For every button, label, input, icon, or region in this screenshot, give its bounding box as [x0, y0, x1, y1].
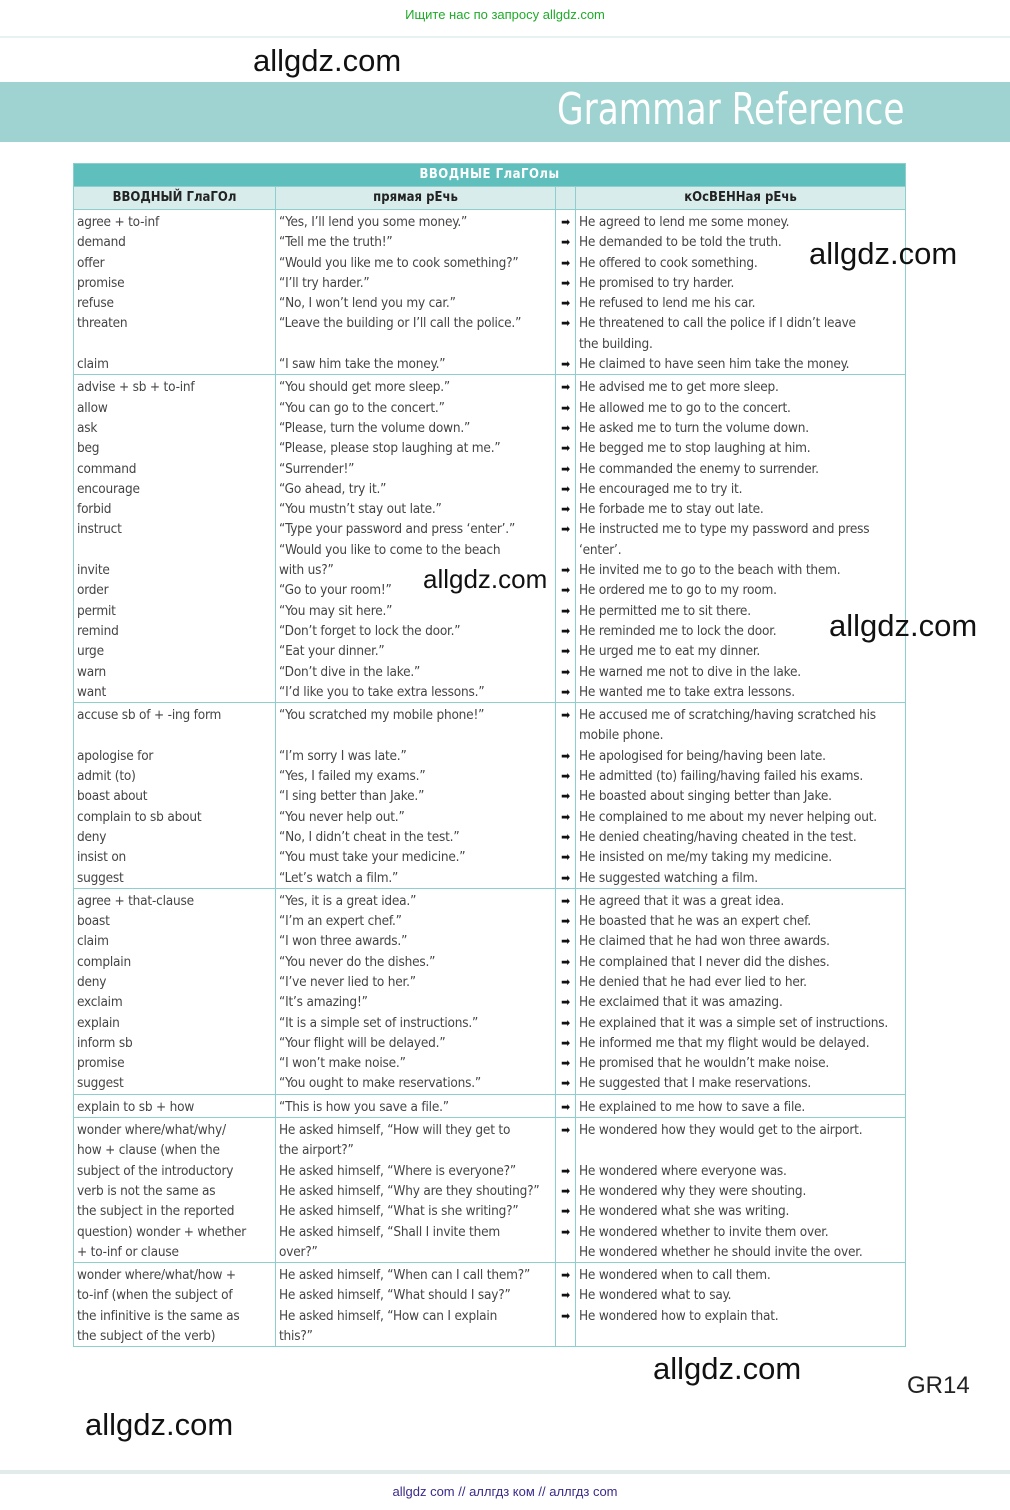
reported-speech-line: He allowed me to go to the concert. [579, 399, 791, 416]
arrow-cell [556, 888, 576, 1094]
direct-speech-line: with us?” [279, 562, 334, 579]
reported-speech-line: He wondered what she was writing. [579, 1203, 790, 1220]
reported-speech-line: He agreed that it was a great idea. [579, 892, 784, 909]
reported-speech-line: He promised to try harder. [579, 274, 735, 291]
reported-speech-cell [576, 1094, 906, 1117]
direct-speech-line: over?” [279, 1243, 318, 1260]
verb-line: claim [77, 933, 109, 950]
arrow-icon: ➡ [561, 275, 570, 290]
arrow-icon: ➡ [561, 708, 570, 723]
direct-speech-line: “No, I won’t lend you my car.” [279, 295, 456, 312]
arrow-icon: ➡ [561, 870, 570, 885]
table-title: ВВОДНЫЕ ГлаГОлы [74, 164, 906, 187]
direct-speech-line: He asked himself, “Shall I invite them [279, 1223, 500, 1240]
arrow-icon: ➡ [561, 420, 570, 435]
arrow-icon: ➡ [561, 644, 570, 659]
table-row [74, 888, 906, 1094]
reported-speech-line: He advised me to get more sleep. [579, 379, 779, 396]
arrow-spacer [559, 334, 572, 354]
direct-speech-line: “It is a simple set of instructions.” [279, 1014, 479, 1031]
arrow-icon: ➡ [561, 934, 570, 949]
reported-speech-line: He claimed to have seen him take the money. [579, 356, 850, 373]
verb-line: complain [77, 953, 131, 970]
direct-speech-line: “Yes, I’ll lend you some money.” [279, 214, 468, 230]
reported-speech-line: He demanded to be told the truth. [579, 234, 782, 251]
direct-speech-line: He asked himself, “What is she writing?” [279, 1203, 519, 1220]
arrow-spacer [559, 725, 572, 745]
verb-cell [74, 1094, 276, 1117]
direct-speech-line: “I saw him take the money.” [279, 356, 446, 373]
verb-cell [74, 1263, 276, 1347]
arrow-icon: ➡ [561, 603, 570, 618]
verb-line: + to-inf or clause [77, 1243, 179, 1260]
reported-speech-line: He urged me to eat my dinner. [579, 643, 761, 660]
direct-speech-line: He asked himself, “How will they get to [279, 1122, 511, 1139]
direct-speech-line: “Please, please stop laughing at me.” [279, 440, 501, 457]
reported-speech-line: He apologised for being/having been late. [579, 747, 826, 764]
verb-line: urge [77, 643, 104, 660]
direct-speech-line: “I’m an expert chef.” [279, 913, 402, 930]
reported-speech-line: He wondered how to explain that. [579, 1307, 779, 1324]
direct-speech-line: the airport?” [279, 1142, 354, 1159]
arrow-icon: ➡ [561, 400, 570, 415]
verb-line: promise [77, 1055, 125, 1072]
reported-speech-line: He asked me to turn the volume down. [579, 419, 809, 436]
reported-speech-line: He threatened to call the police if I didn’t leave [579, 315, 856, 332]
verb-line: insist on [77, 849, 127, 866]
arrow-icon: ➡ [561, 235, 570, 250]
verb-line: deny [77, 828, 107, 845]
direct-speech-line: “Go to your room!” [279, 582, 392, 599]
reported-speech-line: He suggested watching a film. [579, 869, 758, 886]
reported-speech-line: He reminded me to lock the door. [579, 622, 777, 639]
watermark-5: allgdz.com [653, 1351, 802, 1386]
arrow-icon: ➡ [561, 215, 570, 229]
verb-line: exclaim [77, 994, 123, 1011]
verb-line: command [77, 460, 137, 477]
arrow-icon: ➡ [561, 502, 570, 517]
direct-speech-line: “Your flight will be delayed.” [279, 1034, 446, 1051]
watermark-3: allgdz.com [423, 564, 548, 594]
arrow-cell [556, 375, 576, 703]
page-code: GR14 [907, 1372, 970, 1399]
table-row [74, 210, 906, 375]
arrow-icon: ➡ [561, 1123, 570, 1138]
watermark-1: allgdz.com [253, 43, 402, 78]
verb-line: ask [77, 419, 98, 436]
arrow-icon: ➡ [561, 748, 570, 763]
verb-line: admit (to) [77, 768, 136, 785]
reported-speech-cell [576, 1263, 906, 1347]
arrow-icon: ➡ [561, 255, 570, 270]
direct-speech-line: “You scratched my mobile phone!” [279, 707, 485, 724]
reported-speech-line: He instructed me to type my password and press [579, 521, 870, 538]
reported-speech-line: the building. [579, 335, 653, 352]
column-header-direct: прямая рЕчь [276, 187, 556, 210]
arrow-icon: ➡ [561, 1163, 570, 1178]
reported-speech-line: He insisted on me/my taking my medicine. [579, 849, 832, 866]
arrow-icon: ➡ [561, 316, 570, 331]
verb-line: wonder where/what/how + [77, 1267, 236, 1284]
verb-line: beg [77, 440, 100, 457]
direct-speech-line [279, 725, 552, 745]
arrow-icon: ➡ [561, 684, 570, 699]
direct-speech-line: “Yes, I failed my exams.” [279, 768, 426, 785]
verb-line [77, 725, 272, 745]
reported-speech-cell [576, 1118, 906, 1263]
reported-speech-line: He claimed that he had won three awards. [579, 933, 830, 950]
verb-line: the subject of the verb) [77, 1328, 216, 1345]
reported-speech-line [579, 1140, 902, 1160]
verb-line: forbid [77, 501, 112, 518]
reported-speech-line: He accused me of scratching/having scratched his [579, 707, 876, 724]
direct-speech-cell [276, 1118, 556, 1263]
page-title: Grammar Reference [556, 84, 904, 135]
direct-speech-line: “Don’t dive in the lake.” [279, 663, 421, 680]
direct-speech-line: “You may sit here.” [279, 602, 393, 619]
verb-line: complain to sb about [77, 808, 202, 825]
verb-line: advise + sb + to-inf [77, 379, 195, 396]
verb-line: allow [77, 399, 108, 416]
reported-speech-cell [576, 210, 906, 375]
direct-speech-line: He asked himself, “What should I say?” [279, 1287, 511, 1304]
verb-line: the subject in the reported [77, 1203, 235, 1220]
watermark-4: allgdz.com [829, 608, 978, 643]
verb-line: agree + that-clause [77, 892, 194, 909]
arrow-icon: ➡ [561, 1288, 570, 1303]
direct-speech-line: “No, I didn’t cheat in the test.” [279, 828, 460, 845]
table-row [74, 375, 906, 703]
arrow-icon: ➡ [561, 1204, 570, 1219]
reported-speech-line: He forbade me to stay out late. [579, 501, 764, 518]
verb-line: apologise for [77, 747, 154, 764]
reported-speech-line: He suggested that I make reservations. [579, 1075, 812, 1092]
direct-speech-line: “Yes, it is a great idea.” [279, 892, 417, 909]
verb-line: inform sb [77, 1034, 133, 1051]
direct-speech-line: “Eat your dinner.” [279, 643, 385, 660]
verb-line: demand [77, 234, 126, 251]
top-search-note: Ищите нас по запросу allgdz.com [405, 7, 605, 22]
verb-line: explain to sb + how [77, 1098, 195, 1115]
verb-line: subject of the introductory [77, 1162, 234, 1179]
reported-speech-line: He commanded the enemy to surrender. [579, 460, 819, 477]
header-band [0, 82, 1010, 142]
reported-speech-line: He boasted about singing better than Jake. [579, 788, 832, 805]
table-row [74, 703, 906, 889]
reported-speech-line: He denied cheating/having cheated in the test. [579, 828, 857, 845]
verb-line: threaten [77, 315, 128, 332]
arrow-cell [556, 1094, 576, 1117]
arrow-icon: ➡ [561, 1035, 570, 1050]
bottom-divider [0, 1470, 1010, 1474]
arrow-cell [556, 210, 576, 375]
verb-line: instruct [77, 521, 122, 538]
reported-speech-line: He complained to me about my never helping out. [579, 808, 877, 825]
arrow-spacer [559, 540, 572, 560]
reported-speech-line: He encouraged me to try it. [579, 480, 743, 497]
watermark-2: allgdz.com [809, 236, 958, 271]
verb-line: invite [77, 562, 110, 579]
direct-speech-cell [276, 1094, 556, 1117]
arrow-icon: ➡ [561, 380, 570, 395]
reported-speech-line: He wondered how they would get to the airport. [579, 1122, 863, 1139]
direct-speech-cell [276, 1263, 556, 1347]
reported-speech-line: He wanted me to take extra lessons. [579, 683, 795, 700]
verb-line: agree + to-inf [77, 214, 160, 230]
reported-speech-cell [576, 703, 906, 889]
top-divider [0, 36, 1010, 38]
verb-line: the infinitive is the same as [77, 1307, 240, 1324]
arrow-icon: ➡ [561, 954, 570, 969]
reported-speech-cell [576, 888, 906, 1094]
arrow-icon: ➡ [561, 1308, 570, 1323]
direct-speech-line: “Please, turn the volume down.” [279, 419, 471, 436]
arrow-cell [556, 1263, 576, 1347]
reported-speech-line: ‘enter’. [579, 541, 622, 558]
column-header-verb: ВВОДНЫЙ ГлаГОл [74, 187, 276, 210]
direct-speech-line: this?” [279, 1328, 313, 1345]
arrow-icon: ➡ [561, 664, 570, 679]
bottom-links: allgdz com // аллгдз ком // аллгдз com [392, 1484, 618, 1499]
direct-speech-line: “I’d like you to take extra lessons.” [279, 683, 485, 700]
verb-line [77, 540, 272, 560]
direct-speech-line: “I won three awards.” [279, 933, 408, 950]
direct-speech-line: “It’s amazing!” [279, 994, 368, 1011]
direct-speech-line: “Leave the building or I’ll call the police.” [279, 315, 522, 332]
reported-speech-line: He begged me to stop laughing at him. [579, 440, 811, 457]
arrow-icon: ➡ [561, 522, 570, 537]
verb-cell [74, 703, 276, 889]
direct-speech-line: “Would you like to come to the beach [279, 541, 501, 558]
reported-speech-line: He exclaimed that it was amazing. [579, 994, 783, 1011]
verb-line: boast [77, 913, 110, 930]
arrow-icon: ➡ [561, 1056, 570, 1071]
direct-speech-line: “Surrender!” [279, 460, 355, 477]
verb-line: question) wonder + whether [77, 1223, 247, 1240]
direct-speech-line: “You ought to make reservations.” [279, 1075, 481, 1092]
reported-speech-line: He boasted that he was an expert chef. [579, 913, 811, 930]
arrow-icon: ➡ [561, 1183, 570, 1198]
column-header-reported: кОсВЕННая рЕчь [576, 187, 906, 210]
arrow-icon: ➡ [561, 583, 570, 598]
verb-cell [74, 888, 276, 1094]
reported-speech-line: He explained to me how to save a file. [579, 1098, 806, 1115]
reported-speech-line: He wondered why they were shouting. [579, 1182, 807, 1199]
reported-speech-line: He agreed to lend me some money. [579, 214, 790, 230]
direct-speech-line: He asked himself, “When can I call them?” [279, 1267, 531, 1284]
direct-speech-cell [276, 210, 556, 375]
reported-speech-line: He invited me to go to the beach with them. [579, 562, 841, 579]
verb-line: boast about [77, 788, 148, 805]
arrow-icon: ➡ [561, 995, 570, 1010]
direct-speech-line: “I sing better than Jake.” [279, 788, 425, 805]
introductory-verbs-table [73, 163, 906, 1347]
direct-speech-line: “Go ahead, try it.” [279, 480, 387, 497]
reported-speech-line: He complained that I never did the dishes. [579, 953, 830, 970]
direct-speech-line: He asked himself, “How can I explain [279, 1307, 498, 1324]
arrow-spacer [559, 1140, 572, 1160]
verb-line: warn [77, 663, 107, 680]
reported-speech-line: He explained that it was a simple set of instructions. [579, 1014, 889, 1031]
direct-speech-cell [276, 888, 556, 1094]
verb-line: how + clause (when the [77, 1142, 220, 1159]
direct-speech-line: “I’m sorry I was late.” [279, 747, 407, 764]
arrow-icon: ➡ [561, 563, 570, 578]
arrow-icon: ➡ [561, 296, 570, 311]
direct-speech-line: “I’ll try harder.” [279, 274, 370, 291]
verb-line: suggest [77, 869, 124, 886]
reported-speech-line: He denied that he had ever lied to her. [579, 973, 807, 990]
direct-speech-line: “You should get more sleep.” [279, 379, 450, 396]
direct-speech-line: “You mustn’t stay out late.” [279, 501, 442, 518]
verb-line: claim [77, 356, 109, 373]
verb-line: want [77, 683, 107, 700]
verb-line: to-inf (when the subject of [77, 1287, 233, 1304]
reported-speech-line: mobile phone. [579, 727, 664, 744]
reported-speech-line: He wondered whether to invite them over. [579, 1223, 829, 1240]
direct-speech-line: “Tell me the truth!” [279, 234, 393, 251]
verb-line: explain [77, 1014, 120, 1031]
reported-speech-line: He permitted me to sit there. [579, 602, 751, 619]
verb-cell [74, 210, 276, 375]
reported-speech-line: He refused to lend me his car. [579, 295, 756, 312]
direct-speech-line: “You never do the dishes.” [279, 953, 436, 970]
direct-speech-line: “You can go to the concert.” [279, 399, 445, 416]
direct-speech-line: “Type your password and press ‘enter’.” [279, 521, 516, 538]
arrow-icon: ➡ [561, 461, 570, 476]
direct-speech-cell [276, 375, 556, 703]
verb-line: accuse sb of + -ing form [77, 707, 222, 724]
arrow-icon: ➡ [561, 850, 570, 865]
arrow-icon: ➡ [561, 1268, 570, 1283]
reported-speech-cell [576, 375, 906, 703]
watermark-6: allgdz.com [85, 1407, 234, 1442]
arrow-icon: ➡ [561, 809, 570, 824]
verb-cell [74, 375, 276, 703]
arrow-icon: ➡ [561, 1099, 570, 1114]
verb-line: remind [77, 622, 119, 639]
verb-line: wonder where/what/why/ [77, 1122, 226, 1139]
arrow-icon: ➡ [561, 1224, 570, 1239]
verb-line: permit [77, 602, 116, 619]
verb-line: offer [77, 254, 105, 271]
direct-speech-line: “Don’t forget to lock the door.” [279, 622, 461, 639]
direct-speech-line: “Would you like me to cook something?” [279, 254, 519, 271]
direct-speech-line: He asked himself, “Why are they shouting?” [279, 1182, 540, 1199]
verb-line: order [77, 582, 109, 599]
reported-speech-line: He wondered what to say. [579, 1287, 732, 1304]
arrow-icon: ➡ [561, 441, 570, 456]
arrow-icon: ➡ [561, 974, 570, 989]
arrow-spacer [559, 1326, 572, 1346]
reported-speech-line: He informed me that my flight would be delayed. [579, 1034, 870, 1051]
arrow-icon: ➡ [561, 481, 570, 496]
reported-speech-line: He offered to cook something. [579, 254, 758, 271]
direct-speech-line: “You never help out.” [279, 808, 405, 825]
arrow-icon: ➡ [561, 789, 570, 804]
verb-line: promise [77, 274, 125, 291]
reported-speech-line: He wondered where everyone was. [579, 1162, 787, 1179]
direct-speech-line: “I’ve never lied to her.” [279, 973, 416, 990]
reported-speech-line: He wondered when to call them. [579, 1267, 771, 1284]
reported-speech-line [579, 1326, 902, 1346]
arrow-icon: ➡ [561, 1076, 570, 1091]
arrow-cell [556, 1118, 576, 1263]
reported-speech-line: He wondered whether he should invite the over. [579, 1243, 863, 1260]
verb-cell [74, 1118, 276, 1263]
direct-speech-line: He asked himself, “Where is everyone?” [279, 1162, 517, 1179]
arrow-spacer [559, 1242, 572, 1262]
arrow-icon: ➡ [561, 914, 570, 929]
arrow-icon: ➡ [561, 829, 570, 844]
arrow-icon: ➡ [561, 357, 570, 372]
table-row [74, 1094, 906, 1117]
verb-line: suggest [77, 1075, 124, 1092]
direct-speech-line: “You must take your medicine.” [279, 849, 466, 866]
direct-speech-line: “I won’t make noise.” [279, 1055, 406, 1072]
arrow-icon: ➡ [561, 769, 570, 784]
table-row [74, 1263, 906, 1347]
direct-speech-cell [276, 703, 556, 889]
arrow-icon: ➡ [561, 623, 570, 638]
reported-speech-line: He promised that he wouldn’t make noise. [579, 1055, 830, 1072]
direct-speech-line: “Let’s watch a film.” [279, 869, 399, 886]
verb-line: encourage [77, 480, 140, 497]
verb-line: deny [77, 973, 107, 990]
arrow-icon: ➡ [561, 893, 570, 908]
verb-line: refuse [77, 295, 114, 312]
table-row [74, 1118, 906, 1263]
reported-speech-line: He admitted (to) failing/having failed his exams. [579, 768, 864, 785]
reported-speech-line: He warned me not to dive in the lake. [579, 663, 801, 680]
verb-line [77, 334, 272, 354]
verb-line: verb is not the same as [77, 1182, 216, 1199]
direct-speech-line [279, 334, 552, 354]
arrow-cell [556, 703, 576, 889]
column-header-arrow [556, 187, 576, 210]
reported-speech-line: He ordered me to go to my room. [579, 582, 777, 599]
arrow-icon: ➡ [561, 1015, 570, 1030]
direct-speech-line: “This is how you save a file.” [279, 1098, 449, 1115]
